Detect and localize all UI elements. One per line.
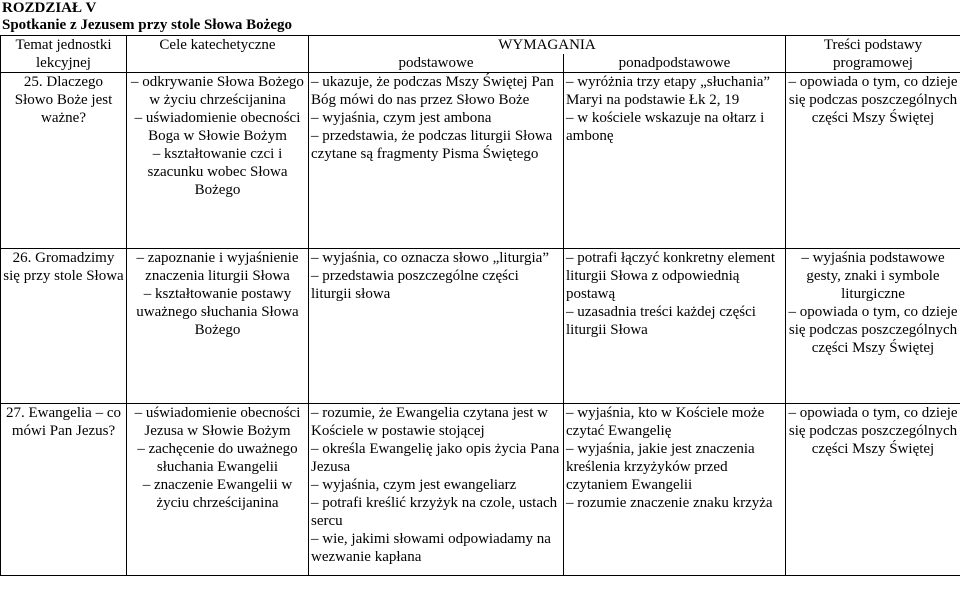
lesson-topic: 27. Ewangelia – co mówi Pan Jezus? <box>1 404 127 576</box>
goals-item: – zachęcenie do uważnego słuchania Ewangelii <box>137 441 298 475</box>
header-topic: Temat jednostki lekcyjnej <box>1 36 127 73</box>
basic-item: – przedstawia poszczególne części liturgii słowa <box>311 268 519 302</box>
cell-advanced <box>564 73 786 249</box>
basic-item: – określa Ewangelię jako opis życia Pana Jezusa <box>311 441 560 475</box>
advanced-item: – wyróżnia trzy etapy „słuchania” Maryi na podstawie Łk 2, 19 <box>566 74 771 108</box>
goals-item: – uświadomienie obecności Jezusa w Słowie Bożym <box>134 405 301 439</box>
advanced-item: – rozumie znaczenie znaku krzyża <box>566 495 773 511</box>
cell-advanced <box>564 249 786 404</box>
goals-item: – kształtowanie postawy uważnego słuchania Słowa Bożego <box>136 286 299 338</box>
basic-item: – rozumie, że Ewangelia czytana jest w Kościele w postawie stojącej <box>311 405 548 439</box>
advanced-item: – potrafi łączyć konkretny element liturgii Słowa z odpowiednią postawą <box>566 250 776 302</box>
cell-curriculum <box>786 249 960 404</box>
requirements-table <box>0 35 960 576</box>
goals-item: – zapoznanie i wyjaśnienie znaczenia liturgii Słowa <box>136 250 299 284</box>
advanced-item: – wyjaśnia, jakie jest znaczenia kreślenia krzyżyków przed czytaniem Ewangelii <box>566 441 755 493</box>
curriculum-item: – opowiada o tym, co dzieje się podczas poszczególnych części Mszy Świętej <box>788 74 958 126</box>
curriculum-item: – opowiada o tym, co dzieje się podczas poszczególnych części Mszy Świętej <box>788 405 958 457</box>
chapter-title: ROZDZIAŁ V <box>2 0 97 16</box>
cell-goals <box>127 73 309 249</box>
table-row <box>1 404 960 576</box>
cell-curriculum <box>786 73 960 249</box>
basic-item: – wyjaśnia, co oznacza słowo „liturgia” <box>311 250 549 266</box>
header-basic: podstawowe <box>309 54 564 73</box>
basic-item: – potrafi kreślić krzyżyk na czole, ustach sercu <box>311 495 558 529</box>
header-goals: Cele katechetyczne <box>127 36 309 73</box>
advanced-item: – uzasadnia treści każdej części liturgii Słowa <box>566 304 756 338</box>
cell-basic <box>309 73 564 249</box>
basic-item: – wie, jakimi słowami odpowiadamy na wezwanie kapłana <box>311 531 551 565</box>
basic-item: – wyjaśnia, czym jest ambona <box>311 110 492 126</box>
cell-basic <box>309 249 564 404</box>
header-curriculum: Treści podstawy programowej <box>786 36 960 73</box>
basic-item: – przedstawia, że podczas liturgii Słowa czytane są fragmenty Pisma Świętego <box>311 128 553 162</box>
lesson-topic: 26. Gromadzimy się przy stole Słowa <box>1 249 127 404</box>
cell-advanced <box>564 404 786 576</box>
goals-item: – uświadomienie obecności Boga w Słowie Bożym <box>134 110 301 144</box>
goals-item: – znaczenie Ewangelii w życiu chrześcijanina <box>142 477 293 511</box>
cell-goals <box>127 249 309 404</box>
advanced-item: – wyjaśnia, kto w Kościele może czytać Ewangelię <box>566 405 765 439</box>
goals-item: – odkrywanie Słowa Bożego w życiu chrześcijanina <box>131 74 304 108</box>
header-advanced: ponadpodstawowe <box>564 54 786 73</box>
basic-item: – wyjaśnia, czym jest ewangeliarz <box>311 477 517 493</box>
cell-basic <box>309 404 564 576</box>
goals-item: – kształtowanie czci i szacunku wobec Słowa Bożego <box>147 146 288 198</box>
cell-goals <box>127 404 309 576</box>
table-row <box>1 249 960 404</box>
header-requirements: WYMAGANIA <box>309 36 786 55</box>
table-body <box>1 73 960 576</box>
basic-item: – ukazuje, że podczas Mszy Świętej Pan Bóg mówi do nas przez Słowo Boże <box>311 74 554 108</box>
lesson-topic: 25. Dlaczego Słowo Boże jest ważne? <box>1 73 127 249</box>
curriculum-item: – wyjaśnia podstawowe gesty, znaki i symbole liturgiczne <box>801 250 945 302</box>
cell-curriculum <box>786 404 960 576</box>
table-row <box>1 73 960 249</box>
header-row <box>1 36 960 55</box>
curriculum-item: – opowiada o tym, co dzieje się podczas poszczególnych części Mszy Świętej <box>788 304 958 356</box>
chapter-subtitle: Spotkanie z Jezusem przy stole Słowa Bożego <box>2 17 292 33</box>
advanced-item: – w kościele wskazuje na ołtarz i ambonę <box>566 110 765 144</box>
